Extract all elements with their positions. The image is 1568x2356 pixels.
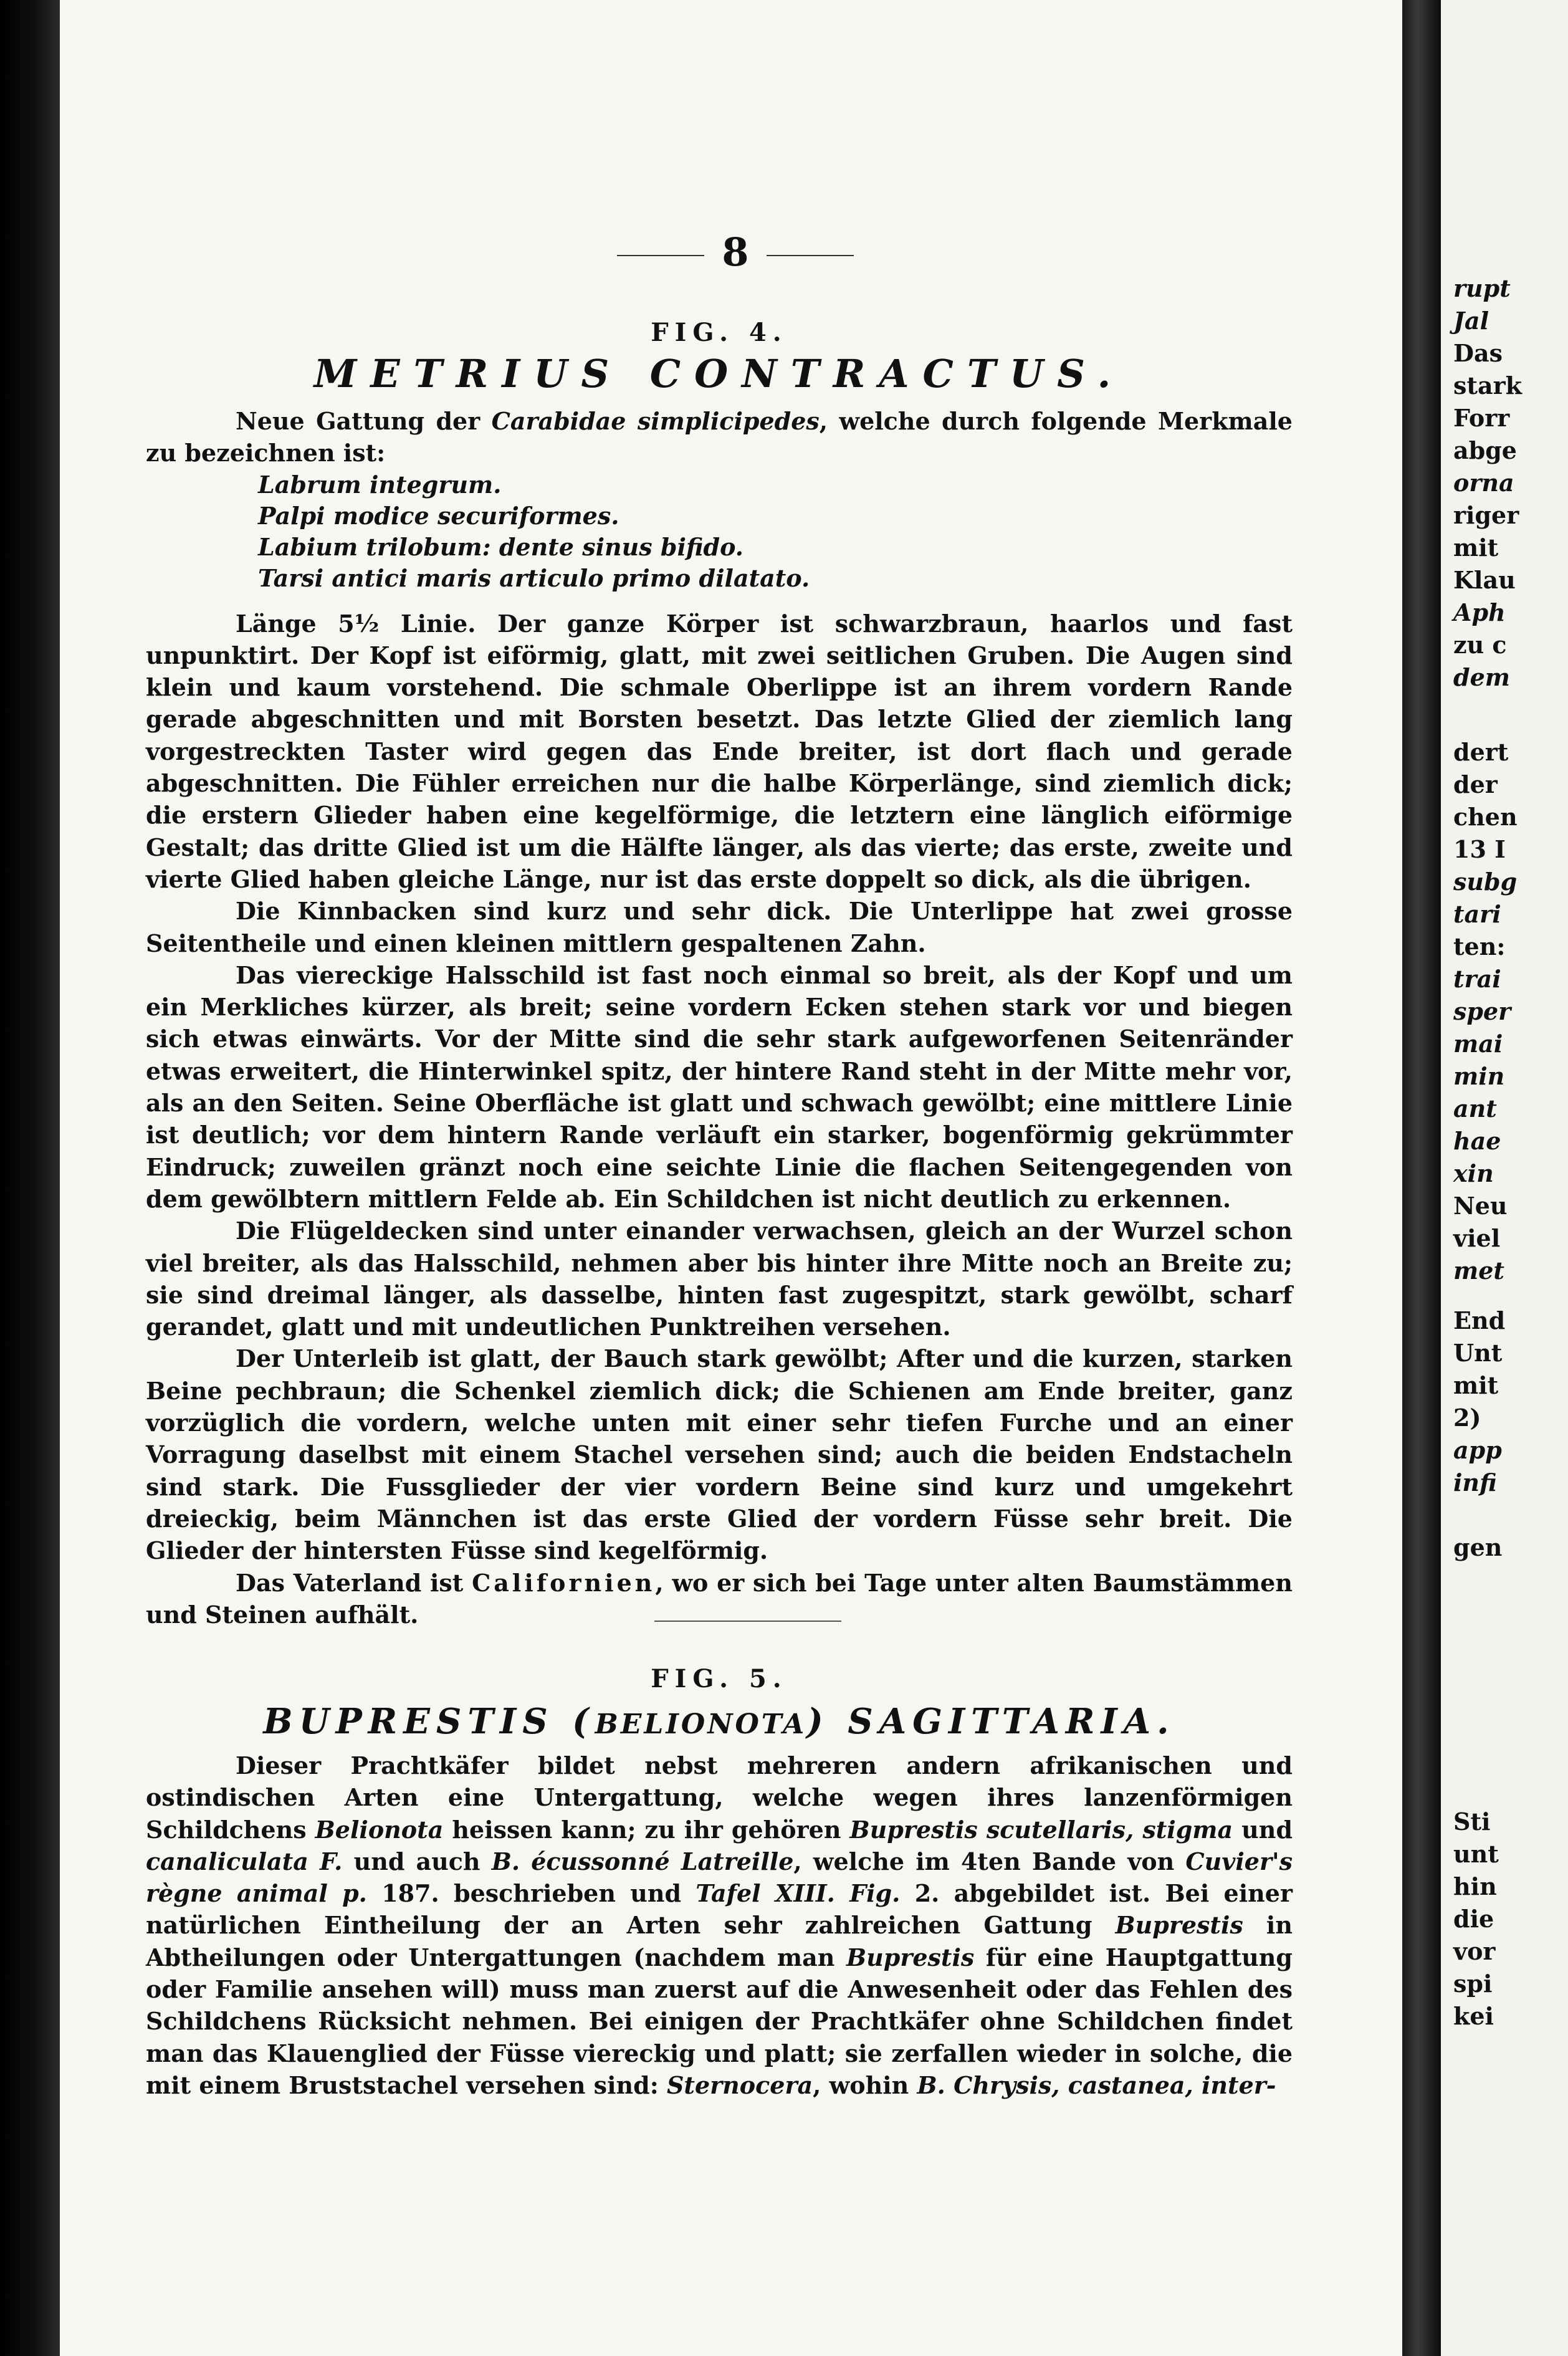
facing-page-line: ten: bbox=[1453, 932, 1506, 960]
intro-taxon: Carabidae simplicipedes bbox=[491, 407, 820, 435]
facing-page-line: Neu bbox=[1453, 1192, 1508, 1220]
body-paragraph: Länge 5½ Linie. Der ganze Körper ist schwarzbraun, haarlos und fast unpunktirt. Der Kopf ist eiförmig, glatt, mit zwei seitlichen Gruben. Die Augen sind klein und kaum vorstehend. Die schmale Oberlippe ist an ihrem vordern Rande gerade abgeschnitten und mit Borsten besetzt. Das letzte Glied der ziemlich lang vorgestreckten Taster wird gegen das Ende breiter, ist dort flach und gerade abgeschnitten. Die Fühler erreichen nur die halbe Körperlänge, sind ziemlich dick; die erstern Glieder haben eine kegelförmige, die letztern eine länglich eiförmige Gestalt; das dritte Glied ist um die Hälfte länger, als das vierte; das erste, zweite und vierte Glied haben gleiche Länge, nur ist das erste doppelt so dick, als die übrigen. bbox=[146, 609, 1293, 893]
facing-page-line: Unt bbox=[1453, 1339, 1503, 1367]
facing-page-line: app bbox=[1453, 1436, 1502, 1464]
facing-page-line: Aph bbox=[1453, 598, 1506, 626]
italic-term: canaliculata F. bbox=[146, 1847, 343, 1875]
diagnosis-line: Palpi modice securiformes. bbox=[258, 501, 619, 530]
habitat-place: Californien bbox=[472, 1568, 656, 1597]
facing-page-line: chen bbox=[1453, 803, 1518, 831]
paragraph-text: 187. beschrieben und bbox=[366, 1879, 696, 1908]
paragraph-text: heissen kann; zu ihr gehören bbox=[443, 1815, 850, 1844]
facing-page-line: orna bbox=[1453, 469, 1514, 497]
body-paragraph: Der Unterleib ist glatt, der Bauch stark gewölbt; After und die kurzen, starken Beine pechbraun; die Schenkel ziemlich dick; die Schienen am Ende breiter, ganz vorzüglich die vordern, welche unten mit einer sehr tiefen Furche und an einer Vorragung daselbst mit einem Stachel versehen sind; auch die beiden Endstacheln sind stark. Die Fussglieder der vier vordern Beine sind kurz und umgekehrt dreieckig, beim Männchen ist das erste Glied der vordern Füsse sehr breit. Die Glieder der hintersten Füsse sind kegelförmig. bbox=[146, 1344, 1293, 1565]
paragraph-text: für eine Hauptgattung oder Familie ansehen will) muss man zuerst auf die Anwesenheit oder das Fehlen des Schildchens Rücksicht nehmen. Bei einigen der Prachtkäfer ohne Schildchen findet man das Klauenglied der Füsse viereckig und platt; sie zerfallen wieder in solche, die mit einem Bruststachel versehen sind: bbox=[146, 1943, 1293, 2099]
italic-term: Tafel XIII. Fig. bbox=[696, 1879, 901, 1908]
facing-page-line: min bbox=[1453, 1062, 1505, 1090]
facing-page-line: mai bbox=[1453, 1030, 1503, 1058]
title-subgenus: BELIONOTA bbox=[595, 1708, 807, 1740]
intro-paragraph bbox=[146, 405, 1293, 469]
facing-page-line: trai bbox=[1453, 965, 1501, 993]
italic-term: Belionota bbox=[315, 1815, 444, 1844]
italic-term: Cuvier's règne animal p. bbox=[146, 1847, 1293, 1908]
facing-page-line: rupt bbox=[1453, 274, 1511, 302]
species-title: METRIUS CONTRACTUS. bbox=[313, 351, 1125, 396]
facing-page-line: subg bbox=[1453, 868, 1518, 896]
facing-page-line: hin bbox=[1453, 1872, 1497, 1900]
fig-label: FIG. 4. bbox=[651, 318, 788, 347]
habitat-text: Das Vaterland ist bbox=[236, 1568, 472, 1597]
facing-page-line: Klau bbox=[1453, 566, 1516, 594]
paragraph-text: und bbox=[1233, 1815, 1293, 1844]
body-paragraph: Die Flügeldecken sind unter einander verwachsen, gleich an der Wurzel schon viel breiter, als das Halsschild, nehmen aber bis hinter ihre Mitte noch an Breite zu; sie sind dreimal länger, als dasselbe, hinten fast zugespitzt, stark gewölbt, scharf gerandet, glatt und mit undeutlichen Punktreihen versehen. bbox=[146, 1217, 1293, 1341]
facing-page-line: abge bbox=[1453, 436, 1517, 464]
facing-page-line: Jal bbox=[1453, 307, 1489, 335]
italic-term: Buprestis bbox=[1115, 1911, 1243, 1940]
section-divider bbox=[654, 1621, 841, 1622]
paragraph-text: 2. abgebildet ist. Bei einer natürlichen Eintheilung der an Arten sehr zahlreichen Gattung bbox=[146, 1879, 1293, 1940]
diagnosis-line: Tarsi antici maris articulo primo dilatato. bbox=[258, 563, 810, 592]
facing-page-line: ant bbox=[1453, 1094, 1497, 1123]
facing-page-line: die bbox=[1453, 1905, 1494, 1933]
facing-page-line: kei bbox=[1453, 2002, 1494, 2030]
facing-page-line: dert bbox=[1453, 738, 1509, 766]
facing-page-line: 13 I bbox=[1453, 835, 1506, 863]
facing-page-line: spi bbox=[1453, 1970, 1493, 1998]
facing-page-line: xin bbox=[1453, 1159, 1494, 1187]
intro-text-end: , welche durch folgende Merkmale zu bezeichnen ist: bbox=[146, 407, 1293, 467]
facing-page-line: gen bbox=[1453, 1533, 1503, 1561]
facing-page-line: met bbox=[1453, 1257, 1504, 1285]
facing-page-line: tari bbox=[1453, 900, 1501, 928]
facing-page-line: Forr bbox=[1453, 404, 1510, 432]
paragraph-text: in Abtheilungen oder Untergattungen (nachdem man bbox=[146, 1911, 1293, 1971]
body-paragraph bbox=[146, 1750, 1293, 2101]
scan-left-edge bbox=[0, 0, 60, 2356]
facing-page-line: vor bbox=[1453, 1937, 1496, 1965]
italic-term: Sternocera bbox=[666, 2071, 813, 2099]
paragraph-text: Dieser Prachtkäfer bildet nebst mehreren andern afrikanischen und ostindischen Arten eine Untergattung, welche wegen ihres lanzenförmigen Schildchens bbox=[146, 1751, 1293, 1844]
facing-page-line: sper bbox=[1453, 997, 1511, 1025]
facing-page-line: infi bbox=[1453, 1468, 1497, 1496]
facing-page-line: unt bbox=[1453, 1840, 1499, 1868]
facing-page-line: mit bbox=[1453, 1371, 1499, 1399]
facing-page-line: der bbox=[1453, 770, 1498, 798]
species-title bbox=[146, 1701, 1293, 1742]
adjacent-page-fragment bbox=[1441, 0, 1568, 2356]
title-genus: BUPRESTIS ( bbox=[263, 1701, 595, 1742]
section-fig-5 bbox=[146, 1664, 1293, 2101]
facing-page-line: dem bbox=[1453, 663, 1510, 691]
book-gutter bbox=[1402, 0, 1441, 2356]
body-paragraph: Die Kinnbacken sind kurz und sehr dick. Die Unterlippe hat zwei grosse Seitentheile und einen kleinen mittlern gespaltenen Zahn. bbox=[146, 897, 1293, 957]
italic-term: B. Chrysis, castanea, inter- bbox=[917, 2071, 1276, 2099]
fig-label: FIG. 5. bbox=[651, 1664, 788, 1693]
title-species: ) SAGITTARIA. bbox=[806, 1701, 1175, 1742]
intro-text: Neue Gattung der bbox=[236, 407, 492, 435]
facing-page-line: Das bbox=[1453, 339, 1503, 367]
paragraph-text: und auch bbox=[342, 1847, 492, 1875]
facing-page-line: 2) bbox=[1453, 1404, 1481, 1432]
italic-term: Buprestis bbox=[846, 1943, 975, 1971]
paragraph-text: , welche im 4ten Bande von bbox=[793, 1847, 1186, 1875]
paragraph-text: , wohin bbox=[813, 2071, 917, 2099]
facing-page-line: riger bbox=[1453, 501, 1519, 529]
facing-page-line: zu c bbox=[1453, 631, 1507, 659]
italic-term: B. écussonné Latreille bbox=[491, 1847, 794, 1875]
habitat-text-end: , wo er sich bei Tage unter alten Baumstämmen und Steinen aufhält. bbox=[146, 1568, 1293, 1629]
section-fig-4 bbox=[146, 318, 1293, 1631]
facing-page-line: Sti bbox=[1453, 1808, 1491, 1836]
diagnosis-line: Labrum integrum. bbox=[258, 470, 502, 499]
facing-page-line: End bbox=[1453, 1306, 1506, 1334]
facing-page-line: viel bbox=[1453, 1224, 1501, 1252]
facing-page-line: mit bbox=[1453, 534, 1499, 562]
body-paragraph: Das viereckige Halsschild ist fast noch einmal so breit, als der Kopf und um ein Merkliches kürzer, als breit; seine vordern Ecken stehen stark vor und biegen sich etwas einwärts. Vor der Mitte sind die sehr stark aufgeworfenen Seitenränder etwas erweitert, die Hinterwinkel spitz, der hintere Rand steht in der Mitte mehr vor, als an den Seiten. Seine Oberfläche ist glatt und schwach gewölbt; eine mittlere Linie ist deutlich; vor dem hintern Rande verläuft ein starker, bogenförmig gekrümmter Eindruck; zuweilen gränzt noch eine seichte Linie die flachen Seitengegenden von dem gewölbtern mittlern Felde ab. Ein Schildchen ist nicht deutlich zu erkennen. bbox=[146, 960, 1293, 1213]
italic-term: Buprestis scutellaris, stigma bbox=[849, 1815, 1233, 1844]
diagnosis-line: Labium trilobum: dente sinus bifido. bbox=[258, 532, 744, 561]
page-number: 8 bbox=[598, 229, 872, 275]
facing-page-line: stark bbox=[1453, 371, 1522, 400]
facing-page-line: hae bbox=[1453, 1127, 1501, 1155]
